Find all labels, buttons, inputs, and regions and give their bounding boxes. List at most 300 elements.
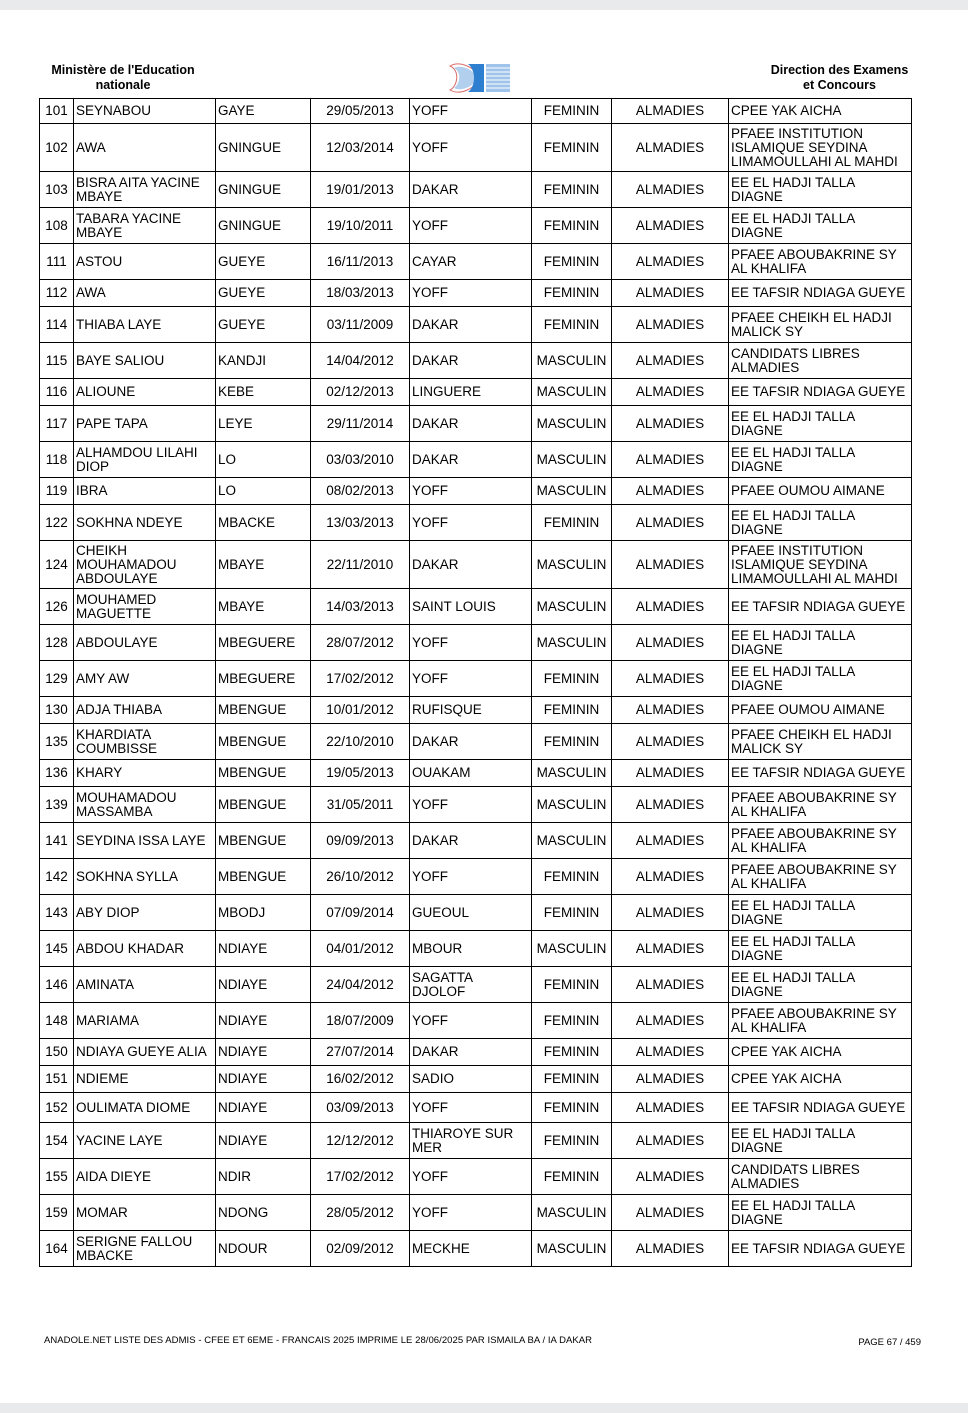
cell-last-name: GUEYE (216, 280, 311, 307)
cell-commune: ALMADIES (612, 625, 729, 661)
cell-number: 148 (40, 1003, 74, 1039)
cell-first-name: AIDA DIEYE (74, 1159, 216, 1195)
cell-number: 141 (40, 823, 74, 859)
cell-last-name: NDIR (216, 1159, 311, 1195)
cell-sex: FEMININ (532, 172, 612, 208)
cell-sex: FEMININ (532, 244, 612, 280)
cell-number: 115 (40, 343, 74, 379)
cell-commune: ALMADIES (612, 589, 729, 625)
cell-first-name: AWA (74, 124, 216, 172)
table-row (40, 724, 912, 760)
cell-number: 151 (40, 1066, 74, 1093)
table-row (40, 244, 912, 280)
cell-school: PFAEE ABOUBAKRINE SY AL KHALIFA (729, 1003, 912, 1039)
cell-sex: FEMININ (532, 1093, 612, 1123)
cell-sex: FEMININ (532, 124, 612, 172)
cell-birth-date: 28/05/2012 (311, 1195, 410, 1231)
cell-birth-place: MECKHE (410, 1231, 532, 1267)
cell-last-name: MBENGUE (216, 859, 311, 895)
direction-line-1: Direction des Examens (770, 63, 909, 77)
cell-first-name: MOUHAMED MAGUETTE (74, 589, 216, 625)
cell-last-name: NDIAYE (216, 1039, 311, 1066)
cell-birth-place: DAKAR (410, 343, 532, 379)
cell-birth-date: 18/07/2009 (311, 1003, 410, 1039)
cell-number: 124 (40, 541, 74, 589)
ministry-header (38, 63, 208, 93)
cell-first-name: KHARDIATA COUMBISSE (74, 724, 216, 760)
cell-last-name: KEBE (216, 379, 311, 406)
cell-sex: MASCULIN (532, 442, 612, 478)
cell-birth-place: DAKAR (410, 541, 532, 589)
table-row (40, 1159, 912, 1195)
cell-first-name: ADJA THIABA (74, 697, 216, 724)
cell-school: EE EL HADJI TALLA DIAGNE (729, 1195, 912, 1231)
cell-first-name: THIABA LAYE (74, 307, 216, 343)
cell-birth-date: 16/02/2012 (311, 1066, 410, 1093)
cell-birth-date: 29/05/2013 (311, 99, 410, 124)
cell-number: 130 (40, 697, 74, 724)
cell-school: CPEE YAK AICHA (729, 1066, 912, 1093)
cell-first-name: MARIAMA (74, 1003, 216, 1039)
cell-sex: FEMININ (532, 280, 612, 307)
cell-birth-place: DAKAR (410, 172, 532, 208)
cell-school: PFAEE CHEIKH EL HADJI MALICK SY (729, 724, 912, 760)
cell-birth-date: 03/11/2009 (311, 307, 410, 343)
cell-birth-place: MBOUR (410, 931, 532, 967)
cell-last-name: GNINGUE (216, 208, 311, 244)
table-row (40, 1231, 912, 1267)
cell-commune: ALMADIES (612, 1159, 729, 1195)
cell-sex: FEMININ (532, 697, 612, 724)
cell-first-name: ASTOU (74, 244, 216, 280)
table-row (40, 442, 912, 478)
cell-birth-date: 09/09/2013 (311, 823, 410, 859)
cell-commune: ALMADIES (612, 307, 729, 343)
cell-commune: ALMADIES (612, 697, 729, 724)
cell-sex: FEMININ (532, 661, 612, 697)
direction-header (752, 63, 927, 93)
cell-number: 139 (40, 787, 74, 823)
document-page (0, 10, 968, 1403)
cell-commune: ALMADIES (612, 343, 729, 379)
cell-birth-place: GUEOUL (410, 895, 532, 931)
cell-last-name: MBAYE (216, 589, 311, 625)
cell-school: EE TAFSIR NDIAGA GUEYE (729, 1231, 912, 1267)
cell-commune: ALMADIES (612, 1066, 729, 1093)
admis-table-body (40, 99, 912, 1267)
cell-birth-date: 04/01/2012 (311, 931, 410, 967)
cell-last-name: MBENGUE (216, 823, 311, 859)
table-row (40, 505, 912, 541)
footer-print-info: ANADOLE.NET LISTE DES ADMIS - CFEE ET 6EME - FRANCAIS 2025 IMPRIME LE 28/06/2025 PAR ISMAILA BA / IA DAKAR (44, 1335, 593, 1346)
cell-number: 135 (40, 724, 74, 760)
cell-number: 152 (40, 1093, 74, 1123)
cell-birth-place: THIAROYE SUR MER (410, 1123, 532, 1159)
cell-birth-place: YOFF (410, 625, 532, 661)
cell-birth-place: SAINT LOUIS (410, 589, 532, 625)
table-row (40, 307, 912, 343)
table-row (40, 172, 912, 208)
cell-school: EE TAFSIR NDIAGA GUEYE (729, 379, 912, 406)
cell-sex: MASCULIN (532, 787, 612, 823)
cell-first-name: NDIAYA GUEYE ALIA (74, 1039, 216, 1066)
cell-school: CPEE YAK AICHA (729, 99, 912, 124)
cell-last-name: LO (216, 478, 311, 505)
cell-birth-place: YOFF (410, 208, 532, 244)
cell-birth-date: 28/07/2012 (311, 625, 410, 661)
cell-sex: FEMININ (532, 1003, 612, 1039)
table-row (40, 343, 912, 379)
cell-birth-place: DAKAR (410, 724, 532, 760)
cell-sex: MASCULIN (532, 478, 612, 505)
cell-first-name: YACINE LAYE (74, 1123, 216, 1159)
cell-last-name: LEYE (216, 406, 311, 442)
cell-sex: FEMININ (532, 208, 612, 244)
cell-sex: FEMININ (532, 1159, 612, 1195)
cell-last-name: MBEGUERE (216, 625, 311, 661)
cell-number: 128 (40, 625, 74, 661)
cell-number: 112 (40, 280, 74, 307)
cell-school: PFAEE ABOUBAKRINE SY AL KHALIFA (729, 859, 912, 895)
cell-birth-place: YOFF (410, 859, 532, 895)
cell-school: CANDIDATS LIBRES ALMADIES (729, 1159, 912, 1195)
cell-number: 114 (40, 307, 74, 343)
cell-birth-date: 07/09/2014 (311, 895, 410, 931)
cell-birth-place: CAYAR (410, 244, 532, 280)
cell-birth-place: DAKAR (410, 442, 532, 478)
table-row (40, 625, 912, 661)
cell-first-name: TABARA YACINE MBAYE (74, 208, 216, 244)
cell-number: 159 (40, 1195, 74, 1231)
cell-birth-place: RUFISQUE (410, 697, 532, 724)
cell-birth-date: 27/07/2014 (311, 1039, 410, 1066)
table-row (40, 1039, 912, 1066)
cell-school: EE EL HADJI TALLA DIAGNE (729, 895, 912, 931)
cell-sex: FEMININ (532, 99, 612, 124)
cell-last-name: GNINGUE (216, 172, 311, 208)
cell-number: 145 (40, 931, 74, 967)
cell-school: PFAEE OUMOU AIMANE (729, 697, 912, 724)
cell-school: PFAEE OUMOU AIMANE (729, 478, 912, 505)
cell-birth-place: YOFF (410, 661, 532, 697)
cell-birth-place: YOFF (410, 505, 532, 541)
cell-last-name: MBENGUE (216, 787, 311, 823)
cell-commune: ALMADIES (612, 124, 729, 172)
cell-last-name: NDIAYE (216, 1066, 311, 1093)
cell-sex: FEMININ (532, 859, 612, 895)
cell-last-name: MBENGUE (216, 760, 311, 787)
table-row (40, 823, 912, 859)
cell-birth-date: 24/04/2012 (311, 967, 410, 1003)
cell-first-name: ALHAMDOU LILAHI DIOP (74, 442, 216, 478)
cell-birth-date: 26/10/2012 (311, 859, 410, 895)
cell-school: CPEE YAK AICHA (729, 1039, 912, 1066)
cell-birth-place: SADIO (410, 1066, 532, 1093)
table-row (40, 895, 912, 931)
table-row (40, 478, 912, 505)
cell-school: EE EL HADJI TALLA DIAGNE (729, 172, 912, 208)
cell-school: EE EL HADJI TALLA DIAGNE (729, 661, 912, 697)
cell-birth-date: 22/11/2010 (311, 541, 410, 589)
table-row (40, 760, 912, 787)
cell-number: 117 (40, 406, 74, 442)
cell-number: 111 (40, 244, 74, 280)
cell-number: 164 (40, 1231, 74, 1267)
cell-school: PFAEE ABOUBAKRINE SY AL KHALIFA (729, 787, 912, 823)
cell-commune: ALMADIES (612, 823, 729, 859)
cell-commune: ALMADIES (612, 280, 729, 307)
cell-birth-place: YOFF (410, 99, 532, 124)
cell-first-name: KHARY (74, 760, 216, 787)
cell-commune: ALMADIES (612, 724, 729, 760)
cell-birth-place: DAKAR (410, 307, 532, 343)
cell-birth-place: YOFF (410, 1159, 532, 1195)
cell-commune: ALMADIES (612, 760, 729, 787)
cell-school: EE EL HADJI TALLA DIAGNE (729, 406, 912, 442)
cell-number: 150 (40, 1039, 74, 1066)
ministry-logo (446, 60, 512, 96)
cell-commune: ALMADIES (612, 172, 729, 208)
cell-birth-date: 18/03/2013 (311, 280, 410, 307)
cell-birth-date: 12/03/2014 (311, 124, 410, 172)
cell-first-name: MOUHAMADOU MASSAMBA (74, 787, 216, 823)
cell-number: 136 (40, 760, 74, 787)
cell-school: PFAEE INSTITUTION ISLAMIQUE SEYDINA LIMAMOULLAHI AL MAHDI (729, 541, 912, 589)
cell-school: PFAEE CHEIKH EL HADJI MALICK SY (729, 307, 912, 343)
cell-school: EE EL HADJI TALLA DIAGNE (729, 505, 912, 541)
cell-birth-place: YOFF (410, 1093, 532, 1123)
cell-birth-date: 31/05/2011 (311, 787, 410, 823)
cell-school: EE TAFSIR NDIAGA GUEYE (729, 280, 912, 307)
cell-sex: MASCULIN (532, 823, 612, 859)
cell-first-name: ABDOULAYE (74, 625, 216, 661)
table-row (40, 931, 912, 967)
cell-first-name: ABDOU KHADAR (74, 931, 216, 967)
ministry-line-1: Ministère de l'Education (51, 63, 195, 77)
cell-school: EE TAFSIR NDIAGA GUEYE (729, 589, 912, 625)
page-number: PAGE 67 / 459 (858, 1337, 921, 1348)
cell-commune: ALMADIES (612, 1039, 729, 1066)
cell-last-name: NDIAYE (216, 1093, 311, 1123)
cell-commune: ALMADIES (612, 442, 729, 478)
cell-birth-place: DAKAR (410, 823, 532, 859)
cell-sex: FEMININ (532, 1123, 612, 1159)
cell-school: EE EL HADJI TALLA DIAGNE (729, 208, 912, 244)
table-row (40, 379, 912, 406)
cell-last-name: KANDJI (216, 343, 311, 379)
cell-birth-date: 14/03/2013 (311, 589, 410, 625)
table-row (40, 661, 912, 697)
cell-birth-place: YOFF (410, 1003, 532, 1039)
cell-first-name: MOMAR (74, 1195, 216, 1231)
cell-sex: MASCULIN (532, 760, 612, 787)
cell-sex: FEMININ (532, 895, 612, 931)
cell-birth-date: 19/01/2013 (311, 172, 410, 208)
cell-school: PFAEE ABOUBAKRINE SY AL KHALIFA (729, 823, 912, 859)
cell-school: EE EL HADJI TALLA DIAGNE (729, 967, 912, 1003)
table-row (40, 967, 912, 1003)
cell-school: PFAEE ABOUBAKRINE SY AL KHALIFA (729, 244, 912, 280)
table-row (40, 787, 912, 823)
cell-commune: ALMADIES (612, 541, 729, 589)
cell-commune: ALMADIES (612, 1195, 729, 1231)
cell-number: 142 (40, 859, 74, 895)
cell-commune: ALMADIES (612, 505, 729, 541)
cell-birth-date: 08/02/2013 (311, 478, 410, 505)
cell-number: 154 (40, 1123, 74, 1159)
cell-commune: ALMADIES (612, 967, 729, 1003)
cell-sex: FEMININ (532, 1066, 612, 1093)
cell-sex: MASCULIN (532, 1231, 612, 1267)
table-row (40, 208, 912, 244)
cell-birth-date: 16/11/2013 (311, 244, 410, 280)
cell-birth-place: YOFF (410, 787, 532, 823)
table-row (40, 697, 912, 724)
cell-number: 116 (40, 379, 74, 406)
cell-sex: FEMININ (532, 505, 612, 541)
cell-sex: MASCULIN (532, 931, 612, 967)
cell-number: 146 (40, 967, 74, 1003)
cell-birth-date: 14/04/2012 (311, 343, 410, 379)
cell-sex: MASCULIN (532, 343, 612, 379)
cell-first-name: OULIMATA DIOME (74, 1093, 216, 1123)
admis-table (39, 98, 912, 1267)
table-row (40, 1195, 912, 1231)
cell-first-name: ABY DIOP (74, 895, 216, 931)
cell-sex: MASCULIN (532, 625, 612, 661)
cell-birth-place: SAGATTA DJOLOF (410, 967, 532, 1003)
cell-sex: MASCULIN (532, 406, 612, 442)
cell-sex: FEMININ (532, 307, 612, 343)
cell-birth-place: OUAKAM (410, 760, 532, 787)
cell-first-name: SOKHNA NDEYE (74, 505, 216, 541)
cell-school: EE EL HADJI TALLA DIAGNE (729, 442, 912, 478)
cell-birth-date: 17/02/2012 (311, 661, 410, 697)
cell-number: 101 (40, 99, 74, 124)
cell-commune: ALMADIES (612, 478, 729, 505)
cell-sex: MASCULIN (532, 589, 612, 625)
cell-number: 103 (40, 172, 74, 208)
cell-birth-date: 10/01/2012 (311, 697, 410, 724)
cell-number: 122 (40, 505, 74, 541)
cell-first-name: SERIGNE FALLOU MBACKE (74, 1231, 216, 1267)
cell-birth-place: DAKAR (410, 406, 532, 442)
cell-first-name: IBRA (74, 478, 216, 505)
cell-school: PFAEE INSTITUTION ISLAMIQUE SEYDINA LIMAMOULLAHI AL MAHDI (729, 124, 912, 172)
cell-last-name: NDONG (216, 1195, 311, 1231)
cell-birth-place: YOFF (410, 280, 532, 307)
cell-last-name: MBENGUE (216, 697, 311, 724)
cell-first-name: NDIEME (74, 1066, 216, 1093)
table-row (40, 280, 912, 307)
cell-last-name: NDIAYE (216, 1003, 311, 1039)
cell-commune: ALMADIES (612, 1123, 729, 1159)
cell-last-name: GAYE (216, 99, 311, 124)
cell-school: EE TAFSIR NDIAGA GUEYE (729, 760, 912, 787)
table-row (40, 541, 912, 589)
cell-last-name: NDOUR (216, 1231, 311, 1267)
cell-birth-date: 03/03/2010 (311, 442, 410, 478)
direction-line-2: et Concours (803, 78, 876, 92)
cell-number: 119 (40, 478, 74, 505)
cell-sex: FEMININ (532, 724, 612, 760)
cell-first-name: CHEIKH MOUHAMADOU ABDOULAYE (74, 541, 216, 589)
cell-commune: ALMADIES (612, 244, 729, 280)
cell-commune: ALMADIES (612, 661, 729, 697)
cell-birth-date: 19/05/2013 (311, 760, 410, 787)
cell-birth-place: LINGUERE (410, 379, 532, 406)
cell-commune: ALMADIES (612, 1003, 729, 1039)
cell-first-name: AMINATA (74, 967, 216, 1003)
cell-last-name: NDIAYE (216, 1123, 311, 1159)
cell-last-name: MBENGUE (216, 724, 311, 760)
cell-school: EE EL HADJI TALLA DIAGNE (729, 1123, 912, 1159)
table-row (40, 589, 912, 625)
cell-birth-date: 17/02/2012 (311, 1159, 410, 1195)
cell-birth-place: YOFF (410, 1195, 532, 1231)
cell-first-name: SEYNABOU (74, 99, 216, 124)
table-row (40, 859, 912, 895)
cell-last-name: GNINGUE (216, 124, 311, 172)
cell-school: EE TAFSIR NDIAGA GUEYE (729, 1093, 912, 1123)
ministry-line-2: nationale (95, 78, 151, 92)
cell-last-name: MBODJ (216, 895, 311, 931)
cell-number: 108 (40, 208, 74, 244)
cell-sex: MASCULIN (532, 541, 612, 589)
table-row (40, 1066, 912, 1093)
cell-first-name: AMY AW (74, 661, 216, 697)
cell-last-name: NDIAYE (216, 931, 311, 967)
cell-birth-date: 13/03/2013 (311, 505, 410, 541)
cell-first-name: SOKHNA SYLLA (74, 859, 216, 895)
cell-commune: ALMADIES (612, 931, 729, 967)
cell-birth-date: 12/12/2012 (311, 1123, 410, 1159)
cell-birth-date: 22/10/2010 (311, 724, 410, 760)
table-row (40, 124, 912, 172)
cell-first-name: BISRA AITA YACINE MBAYE (74, 172, 216, 208)
cell-first-name: AWA (74, 280, 216, 307)
cell-number: 126 (40, 589, 74, 625)
cell-number: 155 (40, 1159, 74, 1195)
cell-last-name: GUEYE (216, 307, 311, 343)
cell-first-name: ALIOUNE (74, 379, 216, 406)
cell-school: CANDIDATS LIBRES ALMADIES (729, 343, 912, 379)
cell-last-name: MBACKE (216, 505, 311, 541)
cell-birth-place: YOFF (410, 478, 532, 505)
cell-commune: ALMADIES (612, 859, 729, 895)
cell-sex: MASCULIN (532, 1195, 612, 1231)
table-row (40, 1093, 912, 1123)
table-row (40, 1123, 912, 1159)
cell-school: EE EL HADJI TALLA DIAGNE (729, 625, 912, 661)
cell-first-name: BAYE SALIOU (74, 343, 216, 379)
cell-last-name: NDIAYE (216, 967, 311, 1003)
cell-first-name: PAPE TAPA (74, 406, 216, 442)
cell-number: 129 (40, 661, 74, 697)
cell-last-name: MBEGUERE (216, 661, 311, 697)
cell-school: EE EL HADJI TALLA DIAGNE (729, 931, 912, 967)
cell-birth-date: 03/09/2013 (311, 1093, 410, 1123)
cell-number: 118 (40, 442, 74, 478)
cell-commune: ALMADIES (612, 895, 729, 931)
cell-last-name: MBAYE (216, 541, 311, 589)
table-row (40, 99, 912, 124)
cell-commune: ALMADIES (612, 208, 729, 244)
table-row (40, 1003, 912, 1039)
cell-sex: FEMININ (532, 1039, 612, 1066)
cell-birth-date: 29/11/2014 (311, 406, 410, 442)
cell-commune: ALMADIES (612, 99, 729, 124)
